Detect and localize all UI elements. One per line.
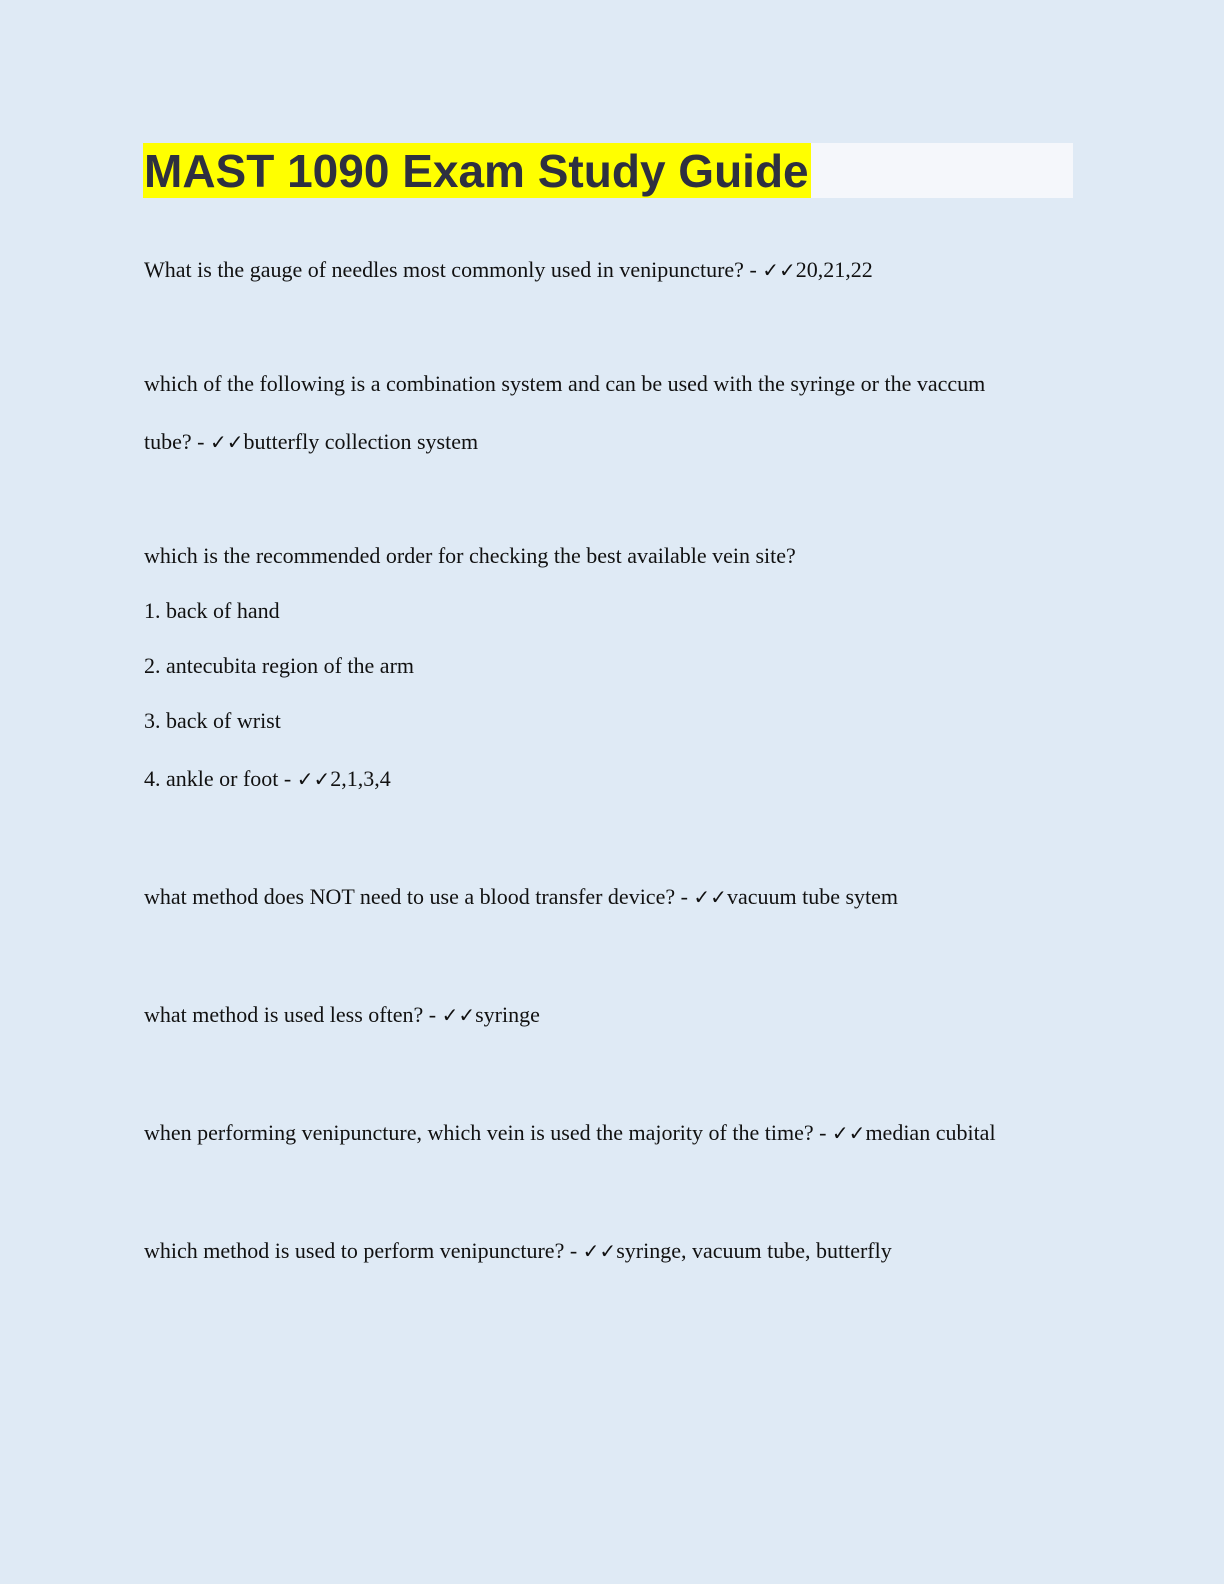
double-check-icon: ✓✓ — [831, 1121, 866, 1145]
double-check-icon: ✓✓ — [762, 258, 796, 282]
option: 1. back of hand — [144, 598, 280, 623]
option: 3. back of wrist — [144, 708, 281, 733]
option: 2. antecubita region of the arm — [144, 653, 415, 678]
double-check-icon: ✓✓ — [296, 767, 331, 791]
answer: 2,1,3,4 — [330, 766, 391, 791]
question: what method does NOT need to use a blood transfer device? - — [144, 884, 694, 909]
qa-item — [144, 255, 873, 285]
question: tube? - — [144, 429, 210, 454]
question-line: which of the following is a combination system and can be used with the syringe or the vaccum — [144, 371, 986, 396]
title-banner — [143, 143, 1073, 198]
double-check-icon: ✓✓ — [582, 1239, 617, 1263]
answer: vacuum tube sytem — [726, 884, 899, 909]
qa-item — [144, 1118, 996, 1148]
qa-item — [144, 427, 478, 457]
answer: 20,21,22 — [795, 257, 873, 282]
question: What is the gauge of needles most commonly used in venipuncture? - — [144, 257, 763, 282]
double-check-icon: ✓✓ — [693, 885, 727, 909]
question: what method is used less often? - — [144, 1002, 442, 1027]
question: when performing venipuncture, which vein is used the majority of the time? - — [144, 1120, 832, 1145]
qa-item — [144, 882, 898, 912]
double-check-icon: ✓✓ — [209, 430, 244, 454]
page-title: MAST 1090 Exam Study Guide — [144, 145, 809, 197]
qa-item — [144, 1000, 540, 1030]
answer: median cubital — [865, 1120, 996, 1145]
option: 4. ankle or foot - — [144, 766, 297, 791]
answer: butterfly collection system — [243, 429, 479, 454]
qa-item — [144, 1236, 892, 1266]
answer: syringe, vacuum tube, butterfly — [616, 1238, 892, 1263]
question-line: which is the recommended order for checking the best available vein site? — [144, 543, 796, 568]
question: which method is used to perform venipuncture? - — [144, 1238, 583, 1263]
answer: syringe — [475, 1002, 540, 1027]
qa-item — [144, 764, 391, 794]
double-check-icon: ✓✓ — [441, 1003, 476, 1027]
